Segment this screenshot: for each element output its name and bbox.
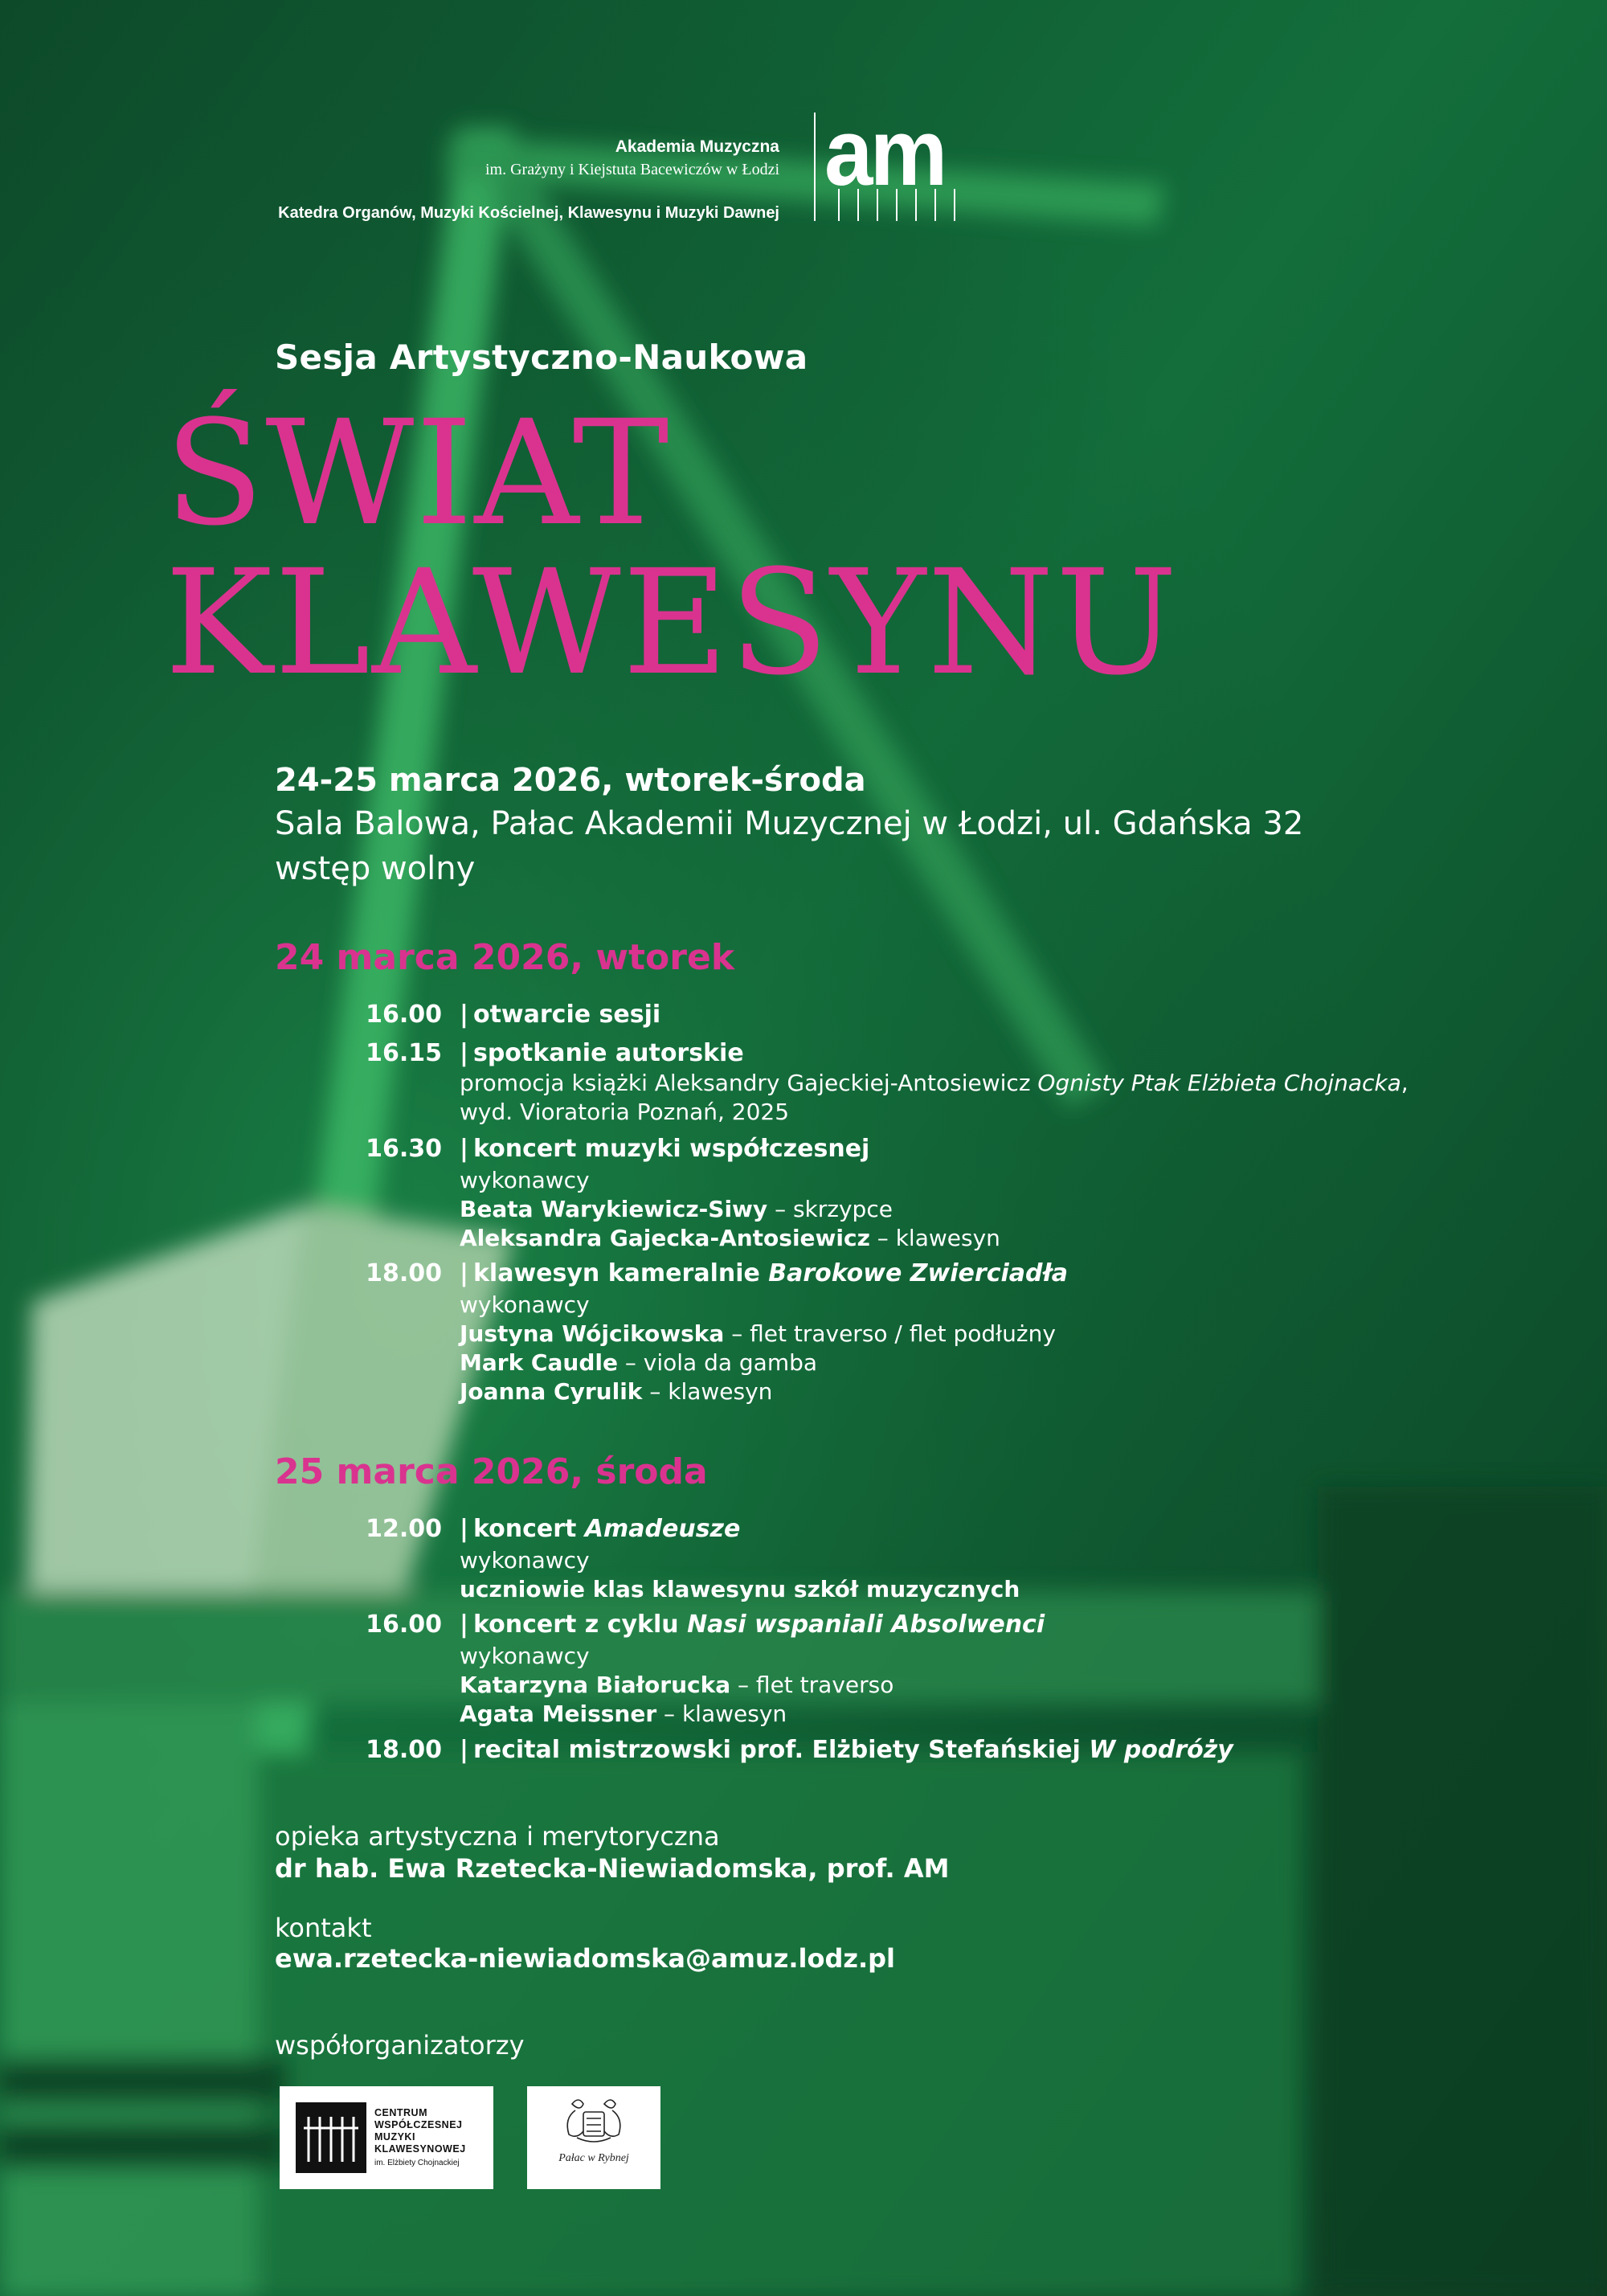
- performers-label: wykonawcy: [460, 1643, 590, 1669]
- performer-role: – viola da gamba: [617, 1349, 818, 1376]
- cwmk-name: [374, 2107, 466, 2169]
- logo-text: am: [824, 100, 945, 206]
- entry-info: wstęp wolny: [275, 850, 476, 887]
- event-title: [460, 1515, 740, 1543]
- separator: |: [460, 1039, 468, 1067]
- event-dates: 24-25 marca 2026, wtorek-środa: [275, 762, 866, 799]
- coorganizer-logo-cwmk: [280, 2086, 493, 2189]
- coat-of-arms-icon: [527, 2086, 660, 2189]
- event-title-text: klawesyn kameralnie: [472, 1259, 769, 1287]
- performer-role: – klawesyn: [869, 1225, 1000, 1251]
- performer-name: Beata Warykiewicz-Siwy: [460, 1196, 768, 1222]
- performer-role: – klawesyn: [642, 1378, 773, 1405]
- contact-label: kontakt: [275, 1913, 372, 1943]
- coorganizer-logo-palac: [527, 2086, 660, 2189]
- session-label: Sesja Artystyczno-Naukowa: [275, 338, 808, 377]
- event-title-italic: Amadeusze: [584, 1515, 741, 1543]
- cwmk-line: KLAWESYNOWEJ: [374, 2143, 466, 2155]
- day2-heading: 25 marca 2026, środa: [275, 1451, 708, 1492]
- event-time: 16.30: [366, 1135, 442, 1163]
- coorganizers-label: współorganizatorzy: [275, 2030, 525, 2061]
- event-description: [460, 1070, 1409, 1096]
- separator: |: [460, 1515, 468, 1543]
- artistic-care-name: dr hab. Ewa Rzetecka-Niewiadomska, prof. AM: [275, 1853, 950, 1884]
- performers-text: uczniowie klas klawesynu szkół muzycznych: [460, 1576, 1020, 1602]
- event-title-text: koncert muzyki współczesnej: [472, 1135, 870, 1163]
- separator: |: [460, 1135, 468, 1163]
- palac-name: Pałac w Rybnej: [558, 2152, 629, 2164]
- day1-heading: 24 marca 2026, wtorek: [275, 937, 735, 978]
- performer: [460, 1349, 817, 1376]
- title-line-2: KLAWESYNU: [165, 539, 1180, 707]
- event-title: [460, 1135, 869, 1163]
- event-venue: Sala Balowa, Pałac Akademii Muzycznej w Łodzi, ul. Gdańska 32: [275, 805, 1304, 842]
- event-time: 16.00: [366, 1610, 442, 1639]
- event-publisher: wyd. Vioratoria Poznań, 2025: [460, 1099, 790, 1125]
- artistic-care-label: opieka artystyczna i merytoryczna: [275, 1821, 720, 1852]
- performer: [460, 1378, 772, 1405]
- cwmk-logo-mark: [296, 2102, 366, 2173]
- event-time: 16.15: [366, 1039, 442, 1067]
- book-title: Ognisty Ptak Elżbieta Chojnacka: [1037, 1070, 1401, 1096]
- performer: [460, 1701, 787, 1727]
- department-name: Katedra Organów, Muzyki Kościelnej, Klawesynu i Muzyki Dawnej: [278, 204, 779, 222]
- performer-role: – skrzypce: [767, 1196, 893, 1222]
- performer: [460, 1196, 893, 1222]
- performer-name: Justyna Wójcikowska: [460, 1320, 725, 1347]
- institution-name: Akademia Muzyczna: [615, 137, 779, 156]
- institution-patron: im. Grażyny i Kiejstuta Bacewiczów w Łodzi: [485, 161, 779, 178]
- performer-name: Joanna Cyrulik: [460, 1378, 643, 1405]
- performer-name: Aleksandra Gajecka-Antosiewicz: [460, 1225, 870, 1251]
- performer-name: Katarzyna Białorucka: [460, 1672, 731, 1698]
- event-title-text: recital mistrzowski prof. Elżbiety Stefańskiej: [472, 1736, 1090, 1764]
- academy-logo: [813, 100, 966, 221]
- event-title-text: spotkanie autorskie: [472, 1039, 744, 1067]
- event-title-italic: W podróży: [1089, 1736, 1233, 1764]
- cwmk-sub: im. Elżbiety Chojnackiej: [374, 2159, 460, 2167]
- event-title-italic: Nasi wspaniali Absolwenci: [687, 1610, 1045, 1639]
- separator: |: [460, 1610, 468, 1639]
- event-title: [460, 1259, 1068, 1287]
- performer-name: Mark Caudle: [460, 1349, 618, 1376]
- cwmk-line: CENTRUM: [374, 2107, 427, 2118]
- event-time: 16.00: [366, 1001, 442, 1029]
- separator: |: [460, 1736, 468, 1764]
- event-title-text: otwarcie sesji: [472, 1001, 661, 1029]
- performer-role: – klawesyn: [656, 1701, 787, 1727]
- performer-role: – flet traverso: [730, 1672, 894, 1698]
- performers-label: wykonawcy: [460, 1547, 590, 1574]
- performer: [460, 1672, 893, 1698]
- performers-label: wykonawcy: [460, 1167, 590, 1193]
- event-title: [460, 1001, 660, 1029]
- event-time: 12.00: [366, 1515, 442, 1543]
- performer: [460, 1320, 1056, 1347]
- cwmk-line: MUZYKI: [374, 2131, 415, 2143]
- contact-email[interactable]: ewa.rzetecka-niewiadomska@amuz.lodz.pl: [275, 1943, 895, 1974]
- description-text: promocja książki Aleksandry Gajeckiej-Antosiewicz: [460, 1070, 1038, 1096]
- separator: |: [460, 1001, 468, 1029]
- event-title-italic: Barokowe Zwierciadła: [768, 1259, 1068, 1287]
- event-title: [460, 1736, 1233, 1764]
- performer-name: Agata Meissner: [460, 1701, 657, 1727]
- cwmk-line: WSPÓŁCZESNEJ: [374, 2119, 463, 2130]
- event-time: 18.00: [366, 1259, 442, 1287]
- title-line-1: ŚWIAT: [165, 390, 671, 558]
- event-title-text: koncert z cyklu: [472, 1610, 688, 1639]
- separator: |: [460, 1259, 468, 1287]
- event-title: [460, 1610, 1045, 1639]
- harpsichord-jacks-icon: [296, 2102, 366, 2173]
- event-title: [460, 1039, 744, 1067]
- performer-role: – flet traverso / flet podłużny: [724, 1320, 1056, 1347]
- performer: [460, 1225, 1000, 1251]
- performers-label: wykonawcy: [460, 1291, 590, 1318]
- description-end: ,: [1401, 1070, 1409, 1096]
- event-time: 18.00: [366, 1736, 442, 1764]
- event-title-text: koncert: [472, 1515, 585, 1543]
